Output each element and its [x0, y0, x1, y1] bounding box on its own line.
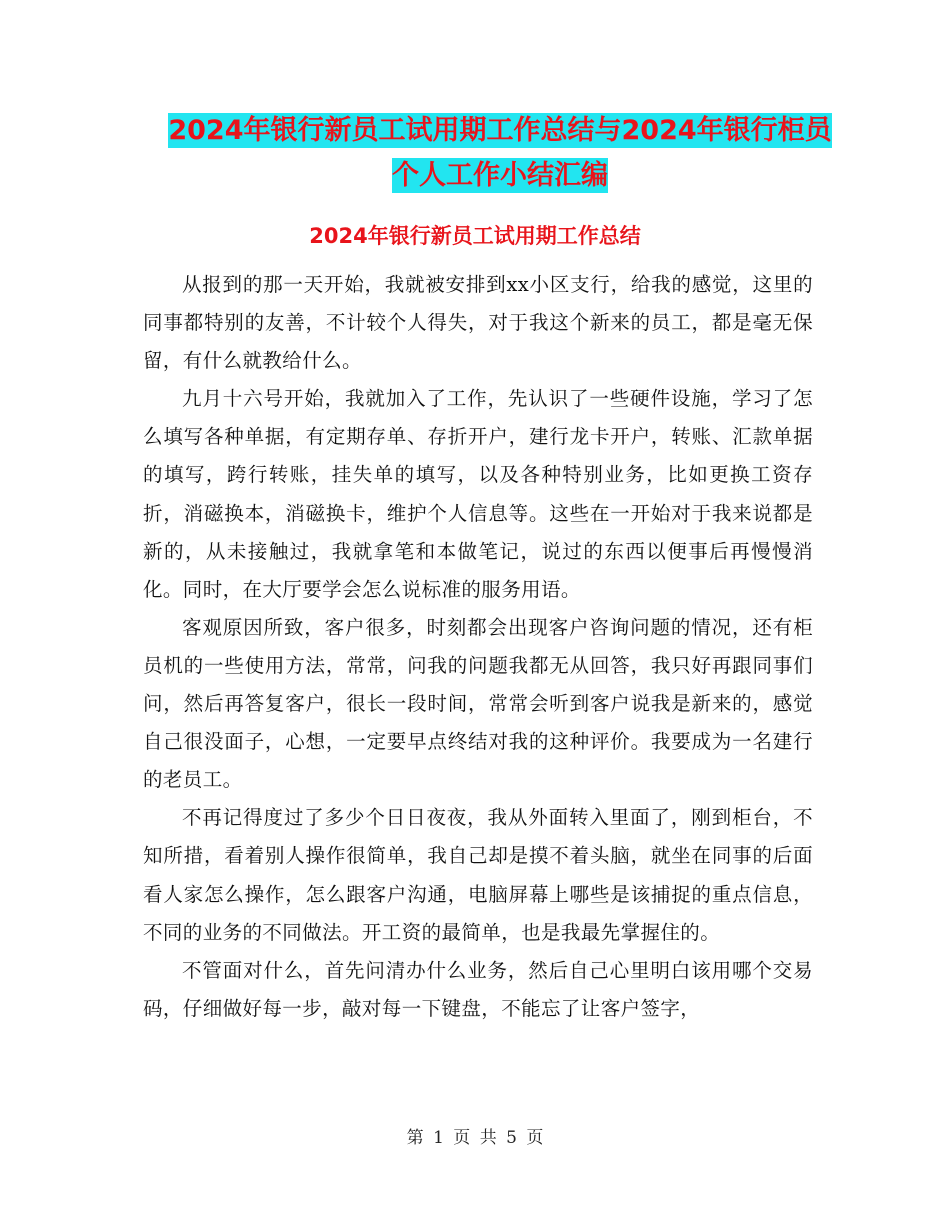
document-title-line-1: 2024年银行新员工试用期工作总结与2024年银行柜员	[168, 115, 832, 146]
section-heading: 2024年银行新员工试用期工作总结	[309, 224, 641, 248]
page-footer: 第 1 页 共 5 页	[406, 1128, 544, 1148]
paragraph: 九月十六号开始，我就加入了工作，先认识了一些硬件设施，学习了怎么填写各种单据，有定期存单、存折开户，建行龙卡开户，转账、汇款单据的填写，跨行转账，挂失单的填写，以及各种特别业务，比如更换工资存折，消磁换本，消磁换卡，维护个人信息等。这些在一开始对于我来说都是新的，从未接触过，我就拿笔和本做笔记，说过的东西以便事后再慢慢消化。同时，在大厅要学会怎么说标准的服务用语。	[143, 387, 813, 601]
document-title	[130, 108, 870, 198]
paragraph: 客观原因所致，客户很多，时刻都会出现客户咨询问题的情况，还有柜员机的一些使用方法，常常，问我的问题我都无从回答，我只好再跟同事们问，然后再答复客户，很长一段时间，常常会听到客户说我是新来的，感觉自己很没面子，心想，一定要早点终结对我的这种评价。我要成为一名建行的老员工。	[143, 615, 813, 792]
paragraph: 不再记得度过了多少个日日夜夜，我从外面转入里面了，刚到柜台，不知所措，看着别人操作很简单，我自己却是摸不着头脑，就坐在同事的后面看人家怎么操作，怎么跟客户沟通，电脑屏幕上哪些是该捕捉的重点信息，不同的业务的不同做法。开工资的最简单，也是我最先掌握住的。	[143, 806, 813, 944]
body-text	[143, 266, 813, 1028]
paragraph: 从报到的那一天开始，我就被安排到xx小区支行，给我的感觉，这里的同事都特别的友善，不计较个人得失，对于我这个新来的员工，都是毫无保留，有什么就教给什么。	[143, 273, 813, 373]
paragraph: 不管面对什么，首先问清办什么业务，然后自己心里明白该用哪个交易码，仔细做好每一步，敲对每一下键盘，不能忘了让客户签字，	[143, 958, 813, 1020]
document-title-line-2: 个人工作小结汇编	[392, 160, 608, 191]
